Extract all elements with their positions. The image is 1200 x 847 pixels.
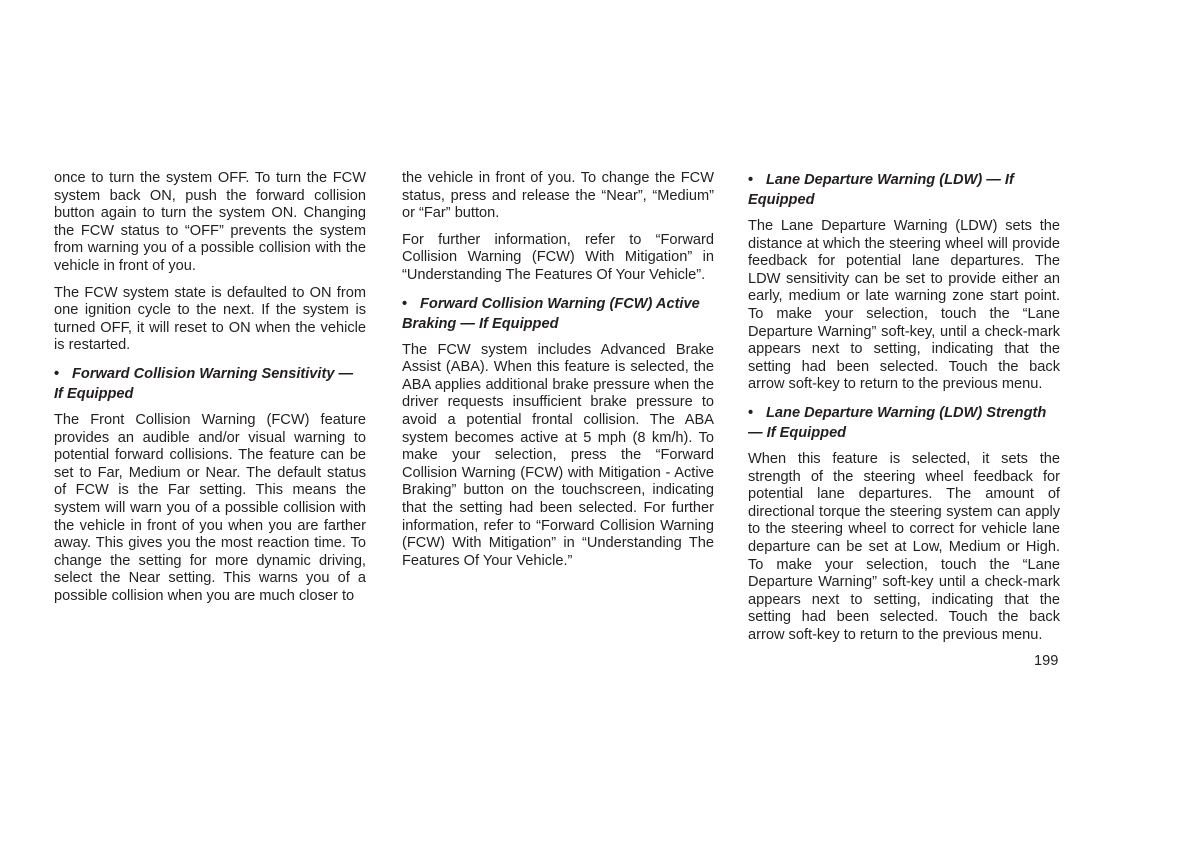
bullet-icon: • [54, 365, 60, 382]
paragraph: The FCW system state is defaulted to ON from one ignition cycle to the next. If the system is turned OFF, it will reset to ON when the vehicle is restarted. [54, 284, 366, 354]
paragraph: When this feature is selected, it sets the strength of the steering wheel feedback for potential lane departures. The amount of directional torque the steering system can apply to the steering wheel to correct for vehicle lane departure can be set at Low, Medium or High. To make your selection, touch the “Lane Departure Warning” soft-key until a check-mark appears next to setting, indicating that the setting had been selected. Touch the back arrow soft-key to return to the previous menu. [748, 450, 1060, 643]
paragraph: The Lane Departure Warning (LDW) sets the distance at which the steering wheel will provide feedback for potential lane departures. The LDW sensitivity can be set to provide either an early, medium or late warning zone start point. To make your selection, touch the “Lane Departure Warning” soft-key, until a check-mark appears next to setting, indicating that the setting had been selected. Touch the back arrow soft-key to return to the previous menu. [748, 218, 1060, 393]
section-heading [748, 403, 1060, 443]
paragraph: once to turn the system OFF. To turn the FCW system back ON, push the forward collision button again to turn the system ON. Changing the FCW status to “OFF” prevents the system from warning you of a possible collision with the vehicle in front of you. [54, 170, 366, 274]
page-number: 199 [1034, 653, 1059, 669]
bullet-icon: • [748, 172, 754, 188]
bullet-icon: • [748, 404, 754, 421]
section-heading-text: Lane Departure Warning (LDW) — If Equipped [748, 172, 1014, 208]
text-column-middle [402, 170, 714, 579]
paragraph: The FCW system includes Advanced Brake Assist (ABA). When this feature is selected, the ABA applies additional brake pressure when the driver requests insufficient brake pressure to avoid a potential frontal collision. The ABA system becomes active at 5 mph (8 km/h). To make your selection, press the “Forward Collision Warning (FCW) with Mitigation - Active Braking” button on the touchscreen, indicating that the setting had been selected. For further information, refer to “Forward Collision Warning (FCW) With Mitigation” in “Understanding The Features Of Your Vehicle.” [402, 341, 714, 569]
section-heading [54, 364, 366, 404]
text-column-right [748, 170, 1060, 653]
paragraph: For further information, refer to “Forward Collision Warning (FCW) With Mitigation” in “Understanding The Features Of Your Vehicle”. [402, 231, 714, 283]
paragraph: the vehicle in front of you. To change the FCW status, press and release the “Near”, “Medium” or “Far” button. [402, 170, 714, 222]
section-heading-text: Forward Collision Warning (FCW) Active Braking — If Equipped [402, 295, 700, 332]
paragraph: The Front Collision Warning (FCW) feature provides an audible and/or visual warning to potential forward collisions. The feature can be set to Far, Medium or Near. The default status of FCW is the Far setting. This means the system will warn you of a possible collision with the vehicle in front of you when you are farther away. This gives you the most reaction time. To change the setting for more dynamic driving, select the Near setting. This warns you of a possible collision when you are much closer to [54, 411, 366, 604]
section-heading [402, 294, 714, 334]
section-heading [748, 170, 1060, 210]
section-heading-text: Forward Collision Warning Sensitivity — If Equipped [54, 365, 354, 402]
text-column-left [54, 170, 366, 614]
bullet-icon: • [402, 295, 408, 312]
section-heading-text: Lane Departure Warning (LDW) Strength — If Equipped [748, 404, 1047, 441]
